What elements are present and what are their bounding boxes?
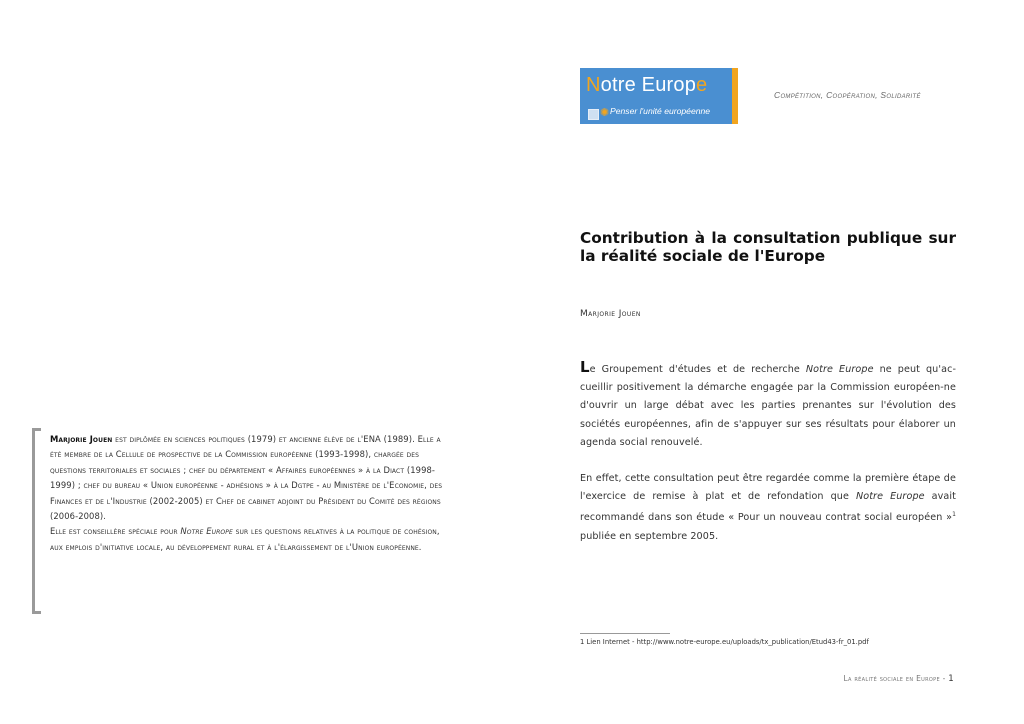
right-page <box>512 0 1024 724</box>
body-text <box>580 358 956 564</box>
bio-author-name: Marjorie Jouen <box>50 434 113 444</box>
bio-bracket-decoration <box>32 428 41 614</box>
author-bio-text <box>50 432 448 555</box>
p1-text-b: ne peut qu'ac-cueillir positivement la démarche engagée par la Commission européen-ne d'ouvrir un large débat avec les parties prenantes sur l'évolution des sociétés européennes, afin de s'appuyer sur ses résultats pour élaborer un agenda social renouvelé. <box>580 364 957 448</box>
bio-notre-europe: Notre Europe <box>180 526 233 537</box>
document-title: Contribution à la consultation publique sur la réalité sociale de l'Europe <box>580 229 956 265</box>
running-footer <box>812 674 954 684</box>
star-circle-icon: ✺ <box>600 106 610 119</box>
paragraph-1 <box>580 358 956 452</box>
page-number: 1 <box>948 674 954 684</box>
bio-paragraph-1 <box>50 432 448 524</box>
bio-text-2b: sur les questions relatives à la politique de cohésion, aux emplois d'initiative locale, au développement rural et à l'élargissement de l'Union européenne. <box>50 526 440 552</box>
p1-notre-europe: Notre Europe <box>805 364 874 375</box>
notre-europe-logo <box>580 68 738 124</box>
flag-icon <box>588 109 599 120</box>
p1-text-a: e Groupement d'études et de recherche <box>589 364 806 375</box>
drop-cap: L <box>580 358 590 376</box>
footnote: 1 Lien Internet - http://www.notre-europe.eu/uploads/tx_publication/Etud43-fr_01.pdf <box>580 638 869 646</box>
p2-text-b: avait recommandé dans son étude « Pour un nouveau contrat social européen » <box>580 491 956 524</box>
logo-letters-mid: otre Europ <box>600 74 697 96</box>
p2-text-a: En effet, cette consultation peut être regardée comme la première étape de l'exercice de remise à plat et de refondation que <box>580 473 956 503</box>
bio-text-1b: Elle a été membre de la Cellule de prospective de la Commission européenne (1993-1998), chargée des questions territoriales et sociales ; chef du département « Affaires européennes » à la Diact (1998-1999) ; chef du bureau « Union européenne - adhésions » à la Dgtpe - au Ministère de l'Economie, des Finances et de l'Industrie (2002-2005) et Chef de cabinet adjoint du Président du Comité des régions (2006-2008). <box>50 434 443 522</box>
logo-subtitle: Penser l'unité européenne <box>610 106 711 116</box>
author-name: Marjorie Jouen <box>580 309 641 319</box>
footnote-ref: 1 <box>952 511 956 519</box>
footnote-rule <box>580 633 670 634</box>
bio-paragraph-2 <box>50 524 448 555</box>
paragraph-2 <box>580 470 956 546</box>
author-bio-box <box>36 428 446 608</box>
p2-notre-europe: Notre Europe <box>855 491 925 503</box>
bio-text-2a: Elle est conseillère spéciale pour <box>50 526 181 537</box>
header-tagline: Compétition, Coopération, Solidarité <box>774 90 921 100</box>
logo-title <box>586 74 707 97</box>
p2-text-c: publiée en septembre 2005. <box>580 530 719 542</box>
logo-letter-n: N <box>586 74 601 96</box>
logo-letter-e: e <box>696 74 708 96</box>
bio-text-1a: est diplômée en sciences politiques (1979) et ancienne élève de l'ENA (1989). <box>112 434 415 444</box>
running-footer-text: La réalité sociale en Europe - <box>843 674 949 683</box>
